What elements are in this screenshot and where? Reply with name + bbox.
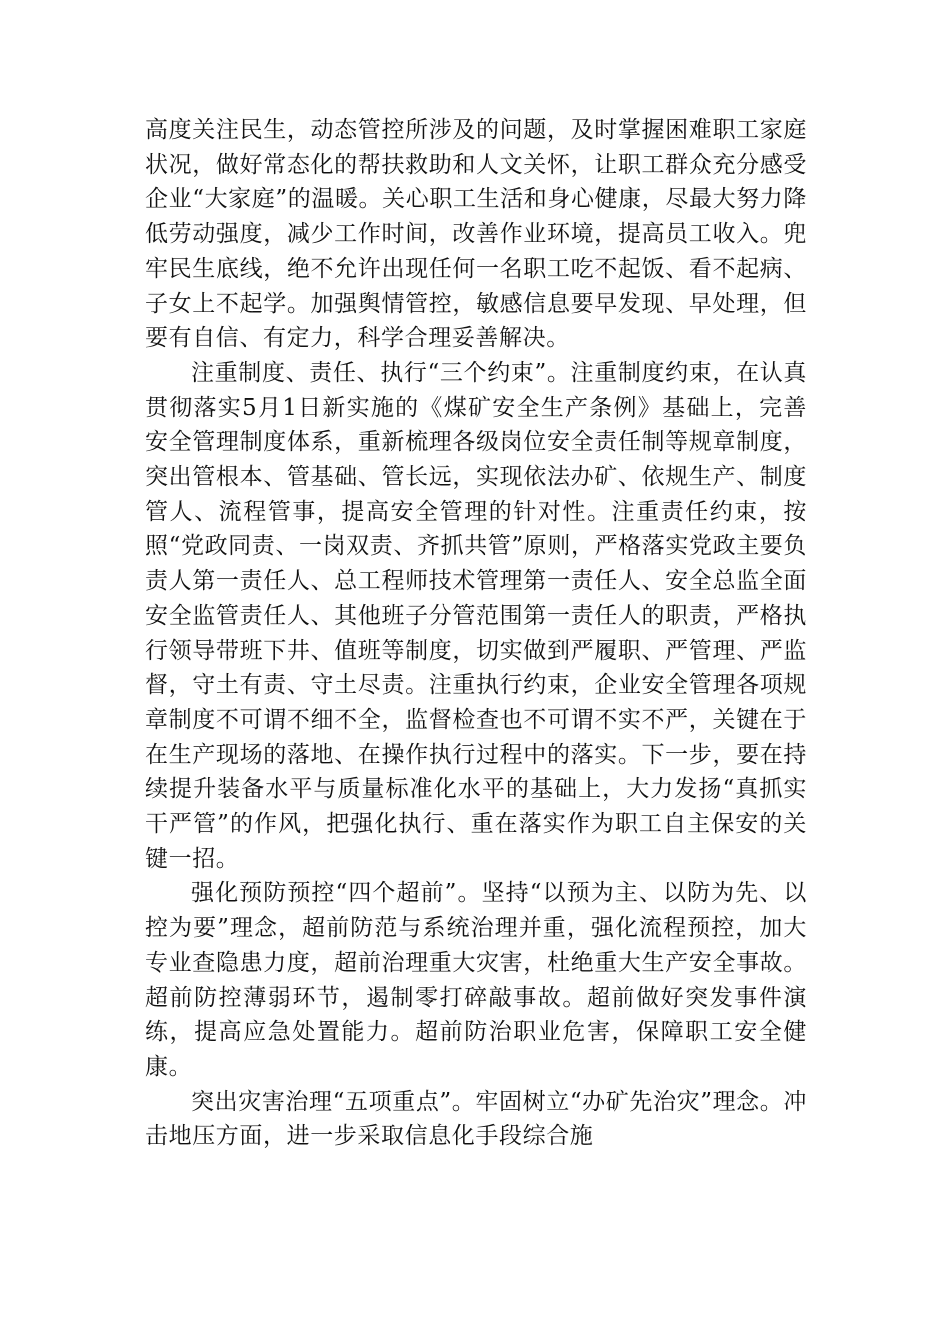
document-body [145,113,807,1154]
paragraph-livelihood: 高度关注民生，动态管控所涉及的问题，及时掌握困难职工家庭状况，做好常态化的帮扶救助和人文关怀，让职工群众充分感受企业“大家庭”的温暖。关心职工生活和身心健康，尽最大努力降低劳动强度，减少工作时间，改善作业环境，提高员工收入。兜牢民生底线，绝不允许出现任何一名职工吃不起饭、看不起病、子女上不起学。加强舆情管控，敏感信息要早发现、早处理，但要有自信、有定力，科学合理妥善解决。 [145,117,807,352]
paragraph-four-advances: 强化预防预控“四个超前”。坚持“以预为主、以防为先、以控为要”理念，超前防范与系统治理并重，强化流程预控，加大专业查隐患力度，超前治理重大灾害，杜绝重大生产安全事故。超前防控薄弱环节，遏制零打碎敲事故。超前做好突发事件演练，提高应急处置能力。超前防治职业危害，保障职工安全健康。 [145,880,807,1080]
paragraph-three-constraints: 注重制度、责任、执行“三个约束”。注重制度约束，在认真贯彻落实5月1日新实施的《煤矿安全生产条例》基础上，完善安全管理制度体系，重新梳理各级岗位安全责任制等规章制度，突出管根本、管基础、管长远，实现依法办矿、依规生产、制度管人、流程管事，提高安全管理的针对性。注重责任约束，按照“党政同责、一岗双责、齐抓共管”原则，严格落实党政主要负责人第一责任人、总工程师技术管理第一责任人、安全总监全面安全监管责任人、其他班子分管范围第一责任人的职责，严格执行领导带班下井、值班等制度，切实做到严履职、严管理、严监督，守土有责、守土尽责。注重执行约束，企业安全管理各项规章制度不可谓不细不全，监督检查也不可谓不实不严，关键在于在生产现场的落地、在操作执行过程中的落实。下一步，要在持续提升装备水平与质量标准化水平的基础上，大力发扬“真抓实干严管”的作风，把强化执行、重在落实作为职工自主保安的关键一招。 [145,359,807,872]
paragraph-five-priorities: 突出灾害治理“五项重点”。牢固树立“办矿先治灾”理念。冲击地压方面，进一步采取信息化手段综合施 [145,1088,807,1150]
